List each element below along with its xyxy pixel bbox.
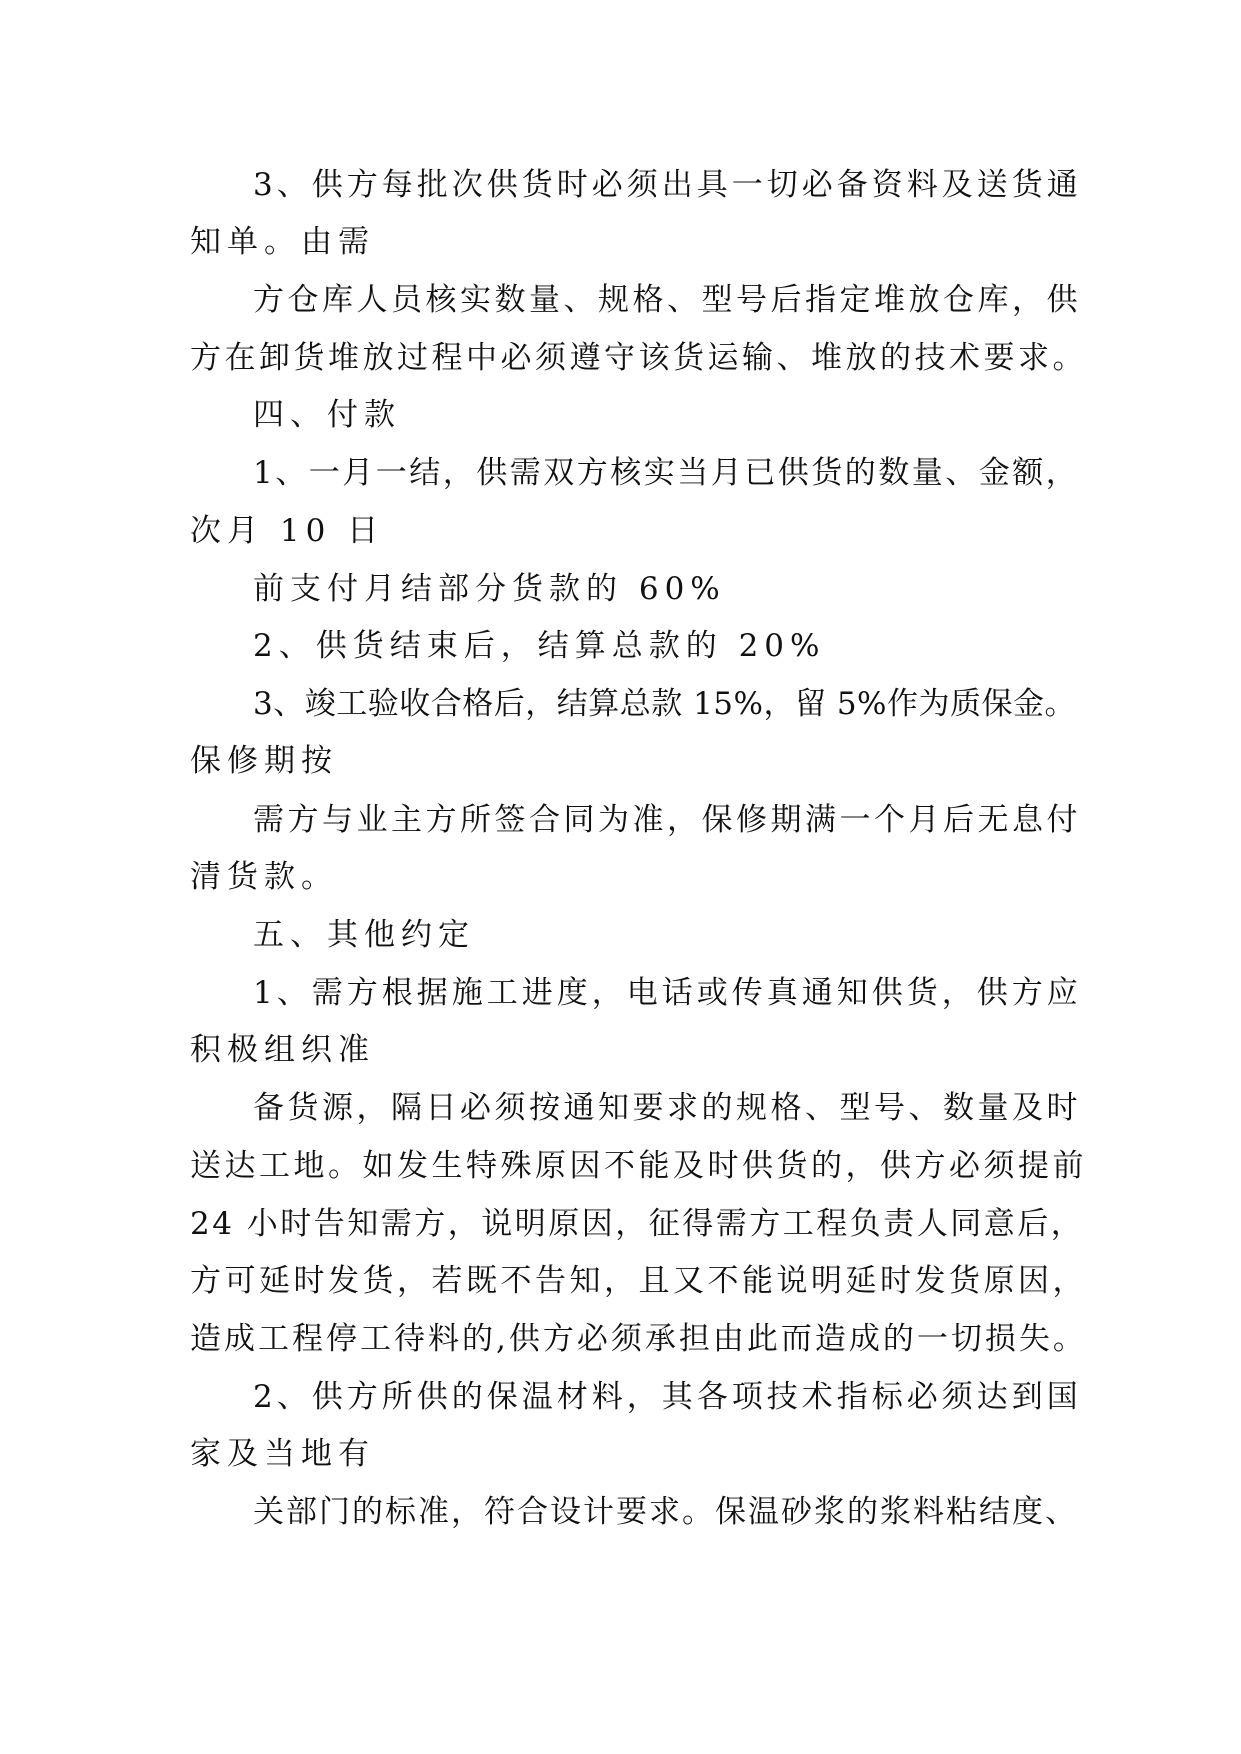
text-line: 积极组织准 — [190, 1032, 375, 1068]
text-line: 2、供方所供的保温材料，其各项技术指标必须达到国 — [253, 1379, 1082, 1415]
section-heading: 五、其他约定 — [253, 917, 475, 953]
text-line: 方在卸货堆放过程中必须遵守该货运输、堆放的技术要求。 — [190, 340, 1087, 376]
section-heading: 四、付款 — [253, 397, 401, 433]
text-line: 2、供货结束后，结算总款的 20% — [253, 628, 826, 664]
text-line: 方可延时发货，若既不告知，且又不能说明延时发货原因， — [190, 1263, 1087, 1299]
text-line: 需方与业主方所签合同为准，保修期满一个月后无息付 — [253, 802, 1081, 838]
text-line: 次月 10 日 — [190, 513, 385, 549]
text-line: 24 小时告知需方，说明原因，征得需方工程负责人同意后， — [190, 1206, 1085, 1242]
text-line: 方仓库人员核实数量、规格、型号后指定堆放仓库，供 — [253, 282, 1081, 318]
text-line: 3、供方每批次供货时必须出具一切必备资料及送货通 — [253, 167, 1082, 203]
text-line: 家及当地有 — [190, 1436, 375, 1472]
text-line: 送达工地。如发生特殊原因不能及时供货的，供方必须提前 — [190, 1148, 1087, 1184]
text-line: 3、竣工验收合格后，结算总款 15%，留 5%作为质保金。 — [253, 686, 1077, 722]
text-line: 造成工程停工待料的,供方必须承担由此而造成的一切损失。 — [190, 1321, 1087, 1357]
text-line: 保修期按 — [190, 743, 338, 779]
text-line: 备货源，隔日必须按通知要求的规格、型号、数量及时 — [253, 1090, 1081, 1126]
text-line: 关部门的标准，符合设计要求。保温砂浆的浆料粘结度、 — [253, 1494, 1078, 1530]
text-line: 1、需方根据施工进度，电话或传真通知供货，供方应 — [253, 975, 1082, 1011]
text-line: 清货款。 — [190, 859, 338, 895]
text-line: 1、一月一结，供需双方核实当月已供货的数量、金额， — [253, 455, 1080, 491]
text-line: 前支付月结部分货款的 60% — [253, 571, 726, 607]
text-line: 知单。由需 — [190, 224, 375, 260]
